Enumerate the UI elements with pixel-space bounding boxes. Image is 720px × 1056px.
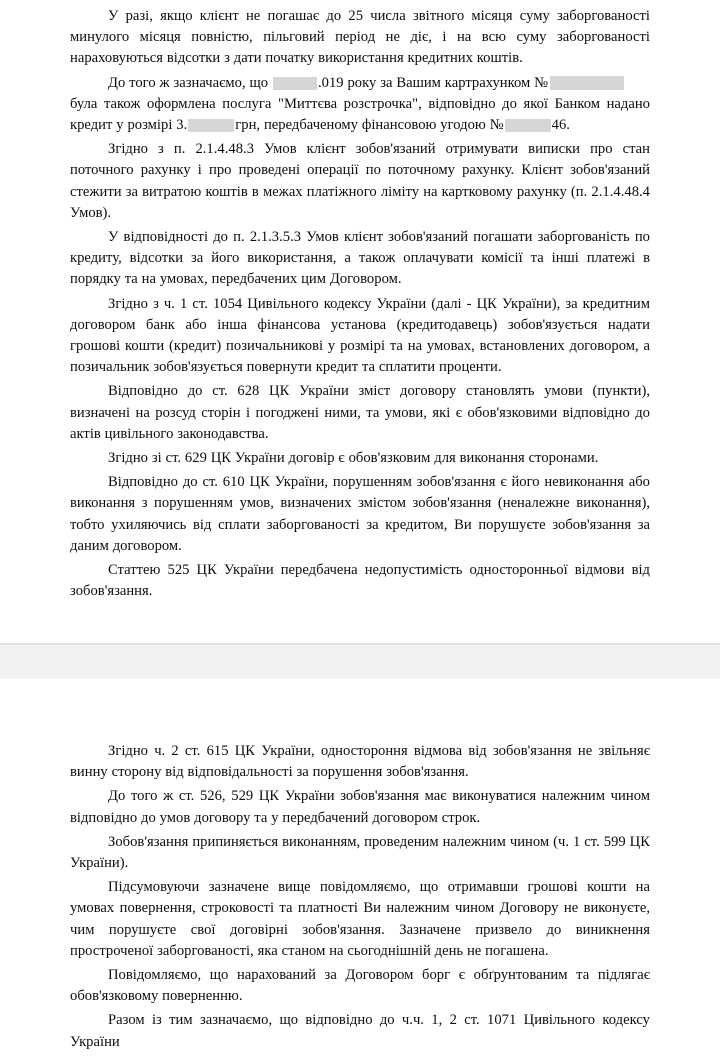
page-edge-divider (0, 643, 720, 645)
page-break-gap (0, 643, 720, 679)
paragraph: У відповідності до п. 2.1.3.5.3 Умов клієнт зобов'язаний погашати заборгованість по кредиту, відсотки за його використання, а також оплачувати комісії та інші платежі в порядку та на умовах, передбачених цим Договором. (70, 229, 650, 288)
paragraph-redacted (70, 73, 650, 137)
paragraph: Підсумовуючи зазначене вище повідомляємо, що отримавши грошові кошти на умовах повернення, строковості та платності Ви належним чином Договору не виконуєте, чим порушуєте свої договірні зобов'язання. Зазначене призвело до виникнення простроченої заборгованості, яка станом на сьогоднішній день не погашена. (70, 879, 650, 959)
document-sheet-two (0, 679, 720, 1050)
redaction-mark-agreement-number (505, 119, 551, 132)
redacted-text-segment: До того ж зазначаємо, що (108, 74, 272, 91)
paragraph: Статтею 525 ЦК України передбачена недопустимість односторонньої відмови від зобов'язання. (70, 562, 650, 600)
paragraph: Відповідно до ст. 628 ЦК України зміст договору становлять умови (пункти), визначені на розсуд сторін і погоджені ними, та умови, які є обов'язковими відповідно до актів цивільного законодавства. (70, 383, 650, 442)
paragraph: Згідно з ч. 1 ст. 1054 Цивільного кодексу України (далі - ЦК України), за кредитним договором банк або інша фінансова установа (кредитодавець) зобов'язується надати грошові кошти (кредит) позичальникові у розмірі та на умовах, встановлених договором, а позичальник зобов'язується повернути кредит та сплатити проценти. (70, 295, 650, 376)
sheet-one-text-column (70, 6, 650, 605)
redacted-text-segment: 46. (551, 117, 570, 134)
paragraph: До того ж ст. 526, 529 ЦК України зобов'язання має виконуватися належним чином відповідно до умов договору та у передбачений договором строк. (70, 788, 650, 826)
sheet-two-text-column (70, 741, 650, 1056)
paragraph: Згідно зі ст. 629 ЦК України договір є обов'язковим для виконання сторонами. (108, 450, 599, 467)
paragraph: Повідомляємо, що нарахований за Договором борг є обґрунтованим та підлягає обов'язковому поверненню. (70, 967, 650, 1005)
paragraph: Зобов'язання припиняється виконанням, проведеним належним чином (ч. 1 ст. 599 ЦК України). (70, 833, 650, 872)
redaction-mark-card-number (550, 76, 624, 90)
paragraph: У разі, якщо клієнт не погашає до 25 числа звітного місяця суму заборгованості минулого місяця повністю, пільговий період не діє, і на всю суму заборгованості нараховуються відсотки з дати початку використання кредитних коштів. (70, 8, 650, 67)
redacted-text-segment: грн, передбаченому фінансовою угодою № (235, 117, 504, 134)
paragraph: Відповідно до ст. 610 ЦК України, порушенням зобов'язання є його невиконання або виконання з порушенням умов, визначених змістом зобов'язання (неналежне виконання), тобто ухиляючись від сплати заборгованості за кредитом, Ви порушуєте зобов'язання за даним договором. (70, 474, 650, 554)
paragraph: Згідно ч. 2 ст. 615 ЦК України, одностороння відмова від зобов'язання не звільняє винну сторону від відповідальності за порушення зобов'язання. (70, 743, 650, 781)
redacted-text-segment: була також оформлена послуга "Миттєва розстрочка", відповідно до якої Банком надано кредит у розмірі 3. (70, 95, 650, 134)
redacted-text-segment: .019 року за Вашим картрахунком № (317, 74, 549, 91)
redaction-mark-amount (188, 119, 234, 132)
redaction-mark-date (273, 77, 317, 90)
paragraph: Згідно з п. 2.1.4.48.3 Умов клієнт зобов'язаний отримувати виписки про стан поточного рахунку і про проведені операції по поточному рахунку. Клієнт зобов'язаний стежити за витратою коштів в межах платіжного ліміту на картковому рахунку (п. 2.1.4.48.4 Умов). (70, 141, 650, 221)
paragraph: Разом із тим зазначаємо, що відповідно до ч.ч. 1, 2 ст. 1071 Цивільного кодексу України (70, 1012, 650, 1050)
